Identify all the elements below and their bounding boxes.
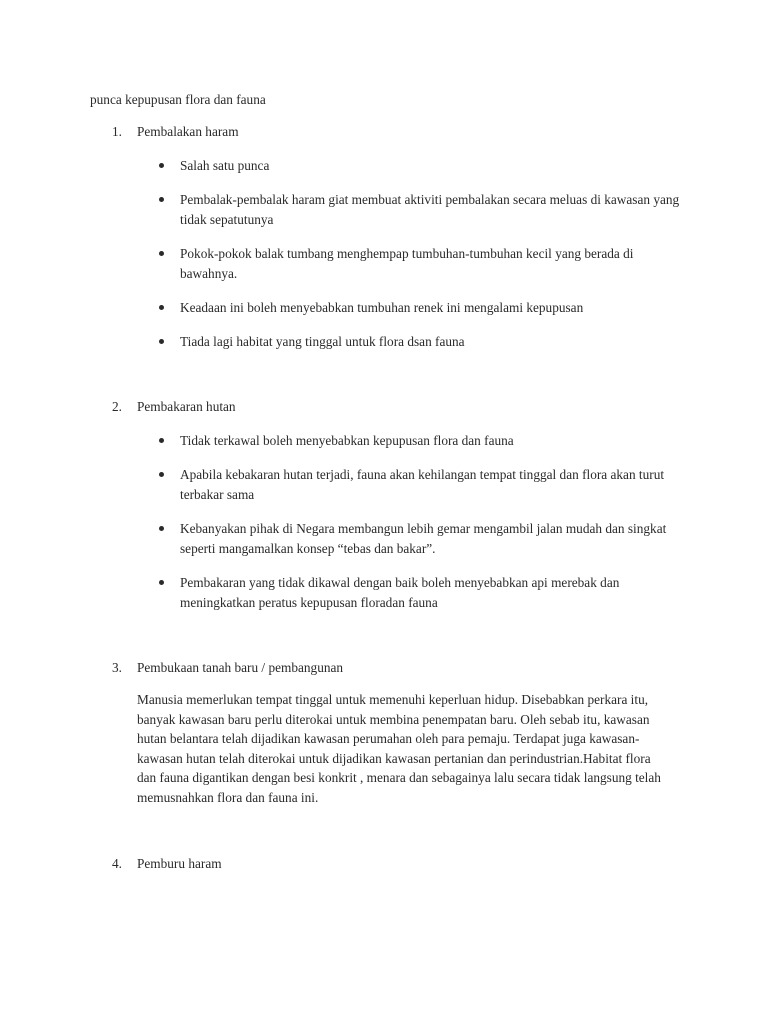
- bullet-item: [158, 190, 683, 229]
- bullet-icon: [159, 305, 164, 310]
- bullet-item: [158, 573, 683, 612]
- section-paragraph: Manusia memerlukan tempat tinggal untuk memenuhi keperluan hidup. Disebabkan perkara itu, banyak kawasan baru perlu diterokai untuk membina penempatan baru. Oleh sebab itu, kawasan hutan belantara telah dijadikan kawasan perumahan oleh para pemaju. Terdapat juga kawasan-kawasan hutan telah diterokai untuk dijadikan kawasan pertanian dan perindustrian.Habitat flora dan fauna digantikan dengan besi konkrit , menara dan sebagainya lalu secara tidak langsung telah memusnahkan flora dan fauna ini.: [137, 692, 661, 805]
- bullet-icon: [159, 438, 164, 443]
- bullet-item: [158, 332, 683, 352]
- section-title: Pemburu haram: [137, 856, 222, 871]
- bullet-item: [158, 156, 683, 176]
- bullet-icon: [159, 251, 164, 256]
- bullet-text: Apabila kebakaran hutan terjadi, fauna akan kehilangan tempat tinggal dan flora akan turut terbakar sama: [180, 467, 665, 502]
- document-title: punca kepupusan flora dan fauna: [90, 92, 266, 107]
- bullet-icon: [159, 472, 164, 477]
- bullet-item: [158, 465, 683, 504]
- bullet-icon: [159, 163, 164, 168]
- bullet-text: Keadaan ini boleh menyebabkan tumbuhan renek ini mengalami kepupusan: [180, 300, 584, 315]
- bullet-item: [158, 298, 683, 318]
- bullet-text: Kebanyakan pihak di Negara membangun lebih gemar mengambil jalan mudah dan singkat seperti mangamalkan konsep “tebas dan bakar”.: [180, 521, 667, 556]
- section-heading: [112, 122, 239, 142]
- section-heading: [112, 397, 236, 417]
- bullet-icon: [159, 197, 164, 202]
- bullet-icon: [159, 526, 164, 531]
- bullet-icon: [159, 339, 164, 344]
- bullet-text: Tiada lagi habitat yang tinggal untuk flora dsan fauna: [180, 334, 465, 349]
- bullet-text: Pembakaran yang tidak dikawal dengan baik boleh menyebabkan api merebak dan meningkatkan peratus kepupusan floradan fauna: [180, 575, 620, 610]
- section-number: 4.: [112, 856, 122, 871]
- bullet-item: [158, 519, 683, 558]
- section-title: Pembakaran hutan: [137, 399, 236, 414]
- bullet-item: [158, 244, 683, 283]
- section-title: Pembalakan haram: [137, 124, 239, 139]
- bullet-text: Pembalak-pembalak haram giat membuat aktiviti pembalakan secara meluas di kawasan yang tidak sepatutunya: [180, 192, 680, 227]
- bullet-item: [158, 431, 683, 451]
- section-title: Pembukaan tanah baru / pembangunan: [137, 660, 344, 675]
- section-heading: [112, 854, 222, 874]
- bullet-icon: [159, 580, 164, 585]
- bullet-text: Tidak terkawal boleh menyebabkan kepupusan flora dan fauna: [180, 433, 514, 448]
- section-number: 3.: [112, 660, 122, 675]
- section-heading: [112, 658, 343, 678]
- section-number: 2.: [112, 399, 122, 414]
- section-number: 1.: [112, 124, 122, 139]
- bullet-text: Salah satu punca: [180, 158, 270, 173]
- bullet-text: Pokok-pokok balak tumbang menghempap tumbuhan-tumbuhan kecil yang berada di bawahnya.: [180, 246, 634, 281]
